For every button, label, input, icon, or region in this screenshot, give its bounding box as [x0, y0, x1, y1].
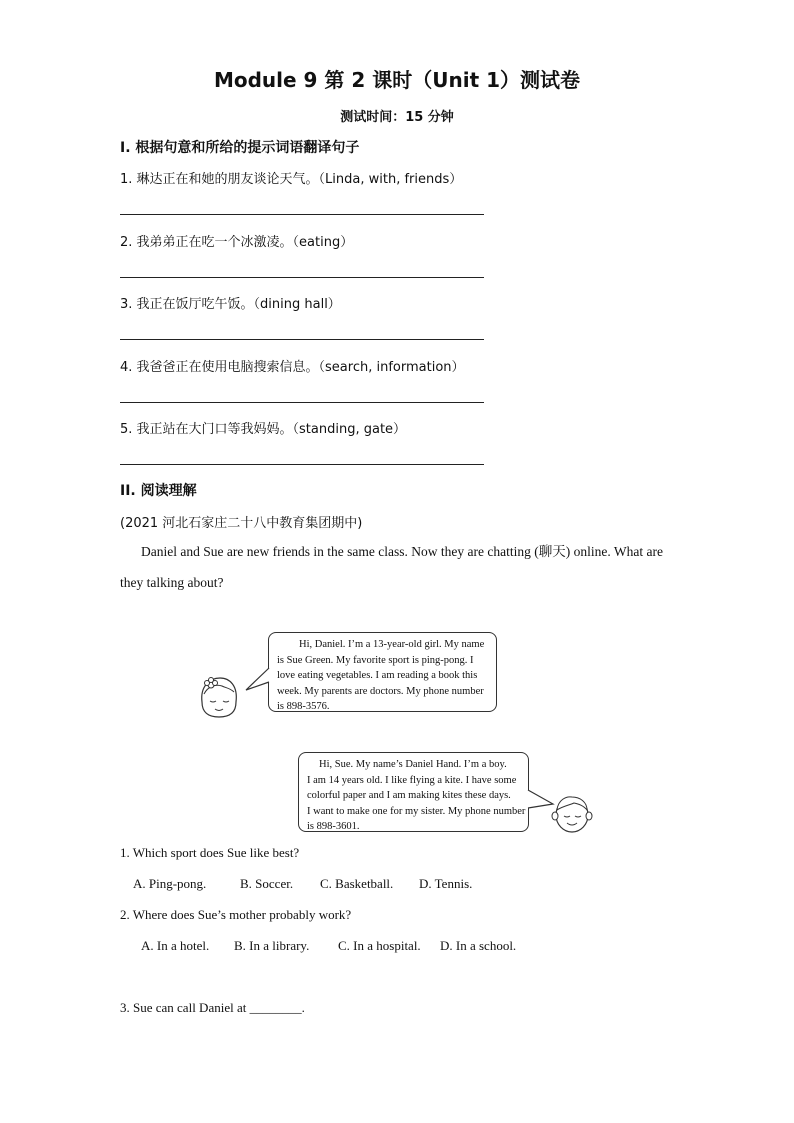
question-2-option-d: D. In a school. — [440, 938, 517, 953]
answer-line-3 — [120, 339, 484, 340]
answer-line-2 — [120, 277, 484, 278]
question-1-option-a: A. Ping-pong. — [133, 876, 207, 891]
question-2-option-a: A. In a hotel. — [141, 938, 210, 953]
sue-bubble-line: is Sue Green. My favorite sport is ping-pong. I — [277, 654, 474, 666]
daniel-chat-bubble — [298, 752, 529, 832]
section-2-heading: II. 阅读理解 — [120, 483, 197, 499]
sue-bubble-line: is 898-3576. — [277, 701, 330, 712]
daniel-bubble-line: is 898-3601. — [307, 821, 360, 832]
question-1-option-c: C. Basketball. — [320, 876, 394, 891]
test-duration: 测试时间：15 分钟 — [340, 110, 454, 125]
question-1-stem: 1. Which sport does Sue like best? — [120, 845, 300, 860]
page-title: Module 9 第 2 课时（Unit 1）测试卷 — [213, 68, 581, 92]
daniel-bubble-line: Hi, Sue. My name’s Daniel Hand. I’m a boy. — [319, 759, 507, 770]
girl-face-icon — [196, 672, 242, 720]
answer-line-4 — [120, 402, 484, 403]
answer-line-1 — [120, 214, 484, 215]
translation-item-2: 2. 我弟弟正在吃一个冰激凌。（eating） — [120, 235, 354, 250]
sue-bubble-tail — [240, 660, 272, 700]
question-2-option-b: B. In a library. — [234, 938, 310, 953]
question-2-stem: 2. Where does Sue’s mother probably work? — [120, 907, 352, 922]
question-1-option-b: B. Soccer. — [240, 876, 294, 891]
question-2-option-c: C. In a hospital. — [338, 938, 421, 953]
translation-item-3: 3. 我正在饭厅吃午饭。（dining hall） — [120, 297, 341, 312]
daniel-bubble-line: I want to make one for my sister. My phone number — [307, 805, 526, 817]
sue-bubble-line: love eating vegetables. I am reading a book this — [277, 670, 478, 681]
translation-item-5: 5. 我正站在大门口等我妈妈。（standing, gate） — [120, 422, 407, 437]
question-3-stem: 3. Sue can call Daniel at ________. — [120, 1000, 305, 1015]
sue-bubble-line: week. My parents are doctors. My phone number — [277, 685, 484, 697]
boy-face-icon — [550, 790, 594, 836]
answer-line-5 — [120, 464, 484, 465]
passage-source: (2021 河北石家庄二十八中教育集团期中) — [120, 516, 363, 531]
sue-chat-bubble — [268, 632, 497, 712]
translation-item-1: 1. 琳达正在和她的朋友谈论天气。（Linda, with, friends） — [120, 172, 463, 187]
daniel-bubble-line: I am 14 years old. I like flying a kite. I have some — [307, 774, 517, 786]
sue-bubble-line: Hi, Daniel. I’m a 13-year-old girl. My name — [299, 639, 485, 650]
question-1-option-d: D. Tennis. — [419, 876, 473, 891]
section-1-heading: I. 根据句意和所给的提示词语翻译句子 — [120, 140, 360, 156]
translation-item-4: 4. 我爸爸正在使用电脑搜索信息。（search, information） — [120, 360, 465, 375]
passage-intro: Daniel and Sue are new friends in the same class. Now they are chatting (聊天) online. What are they talking about? — [120, 544, 663, 590]
daniel-bubble-line: colorful paper and I am making kites these days. — [307, 790, 511, 801]
